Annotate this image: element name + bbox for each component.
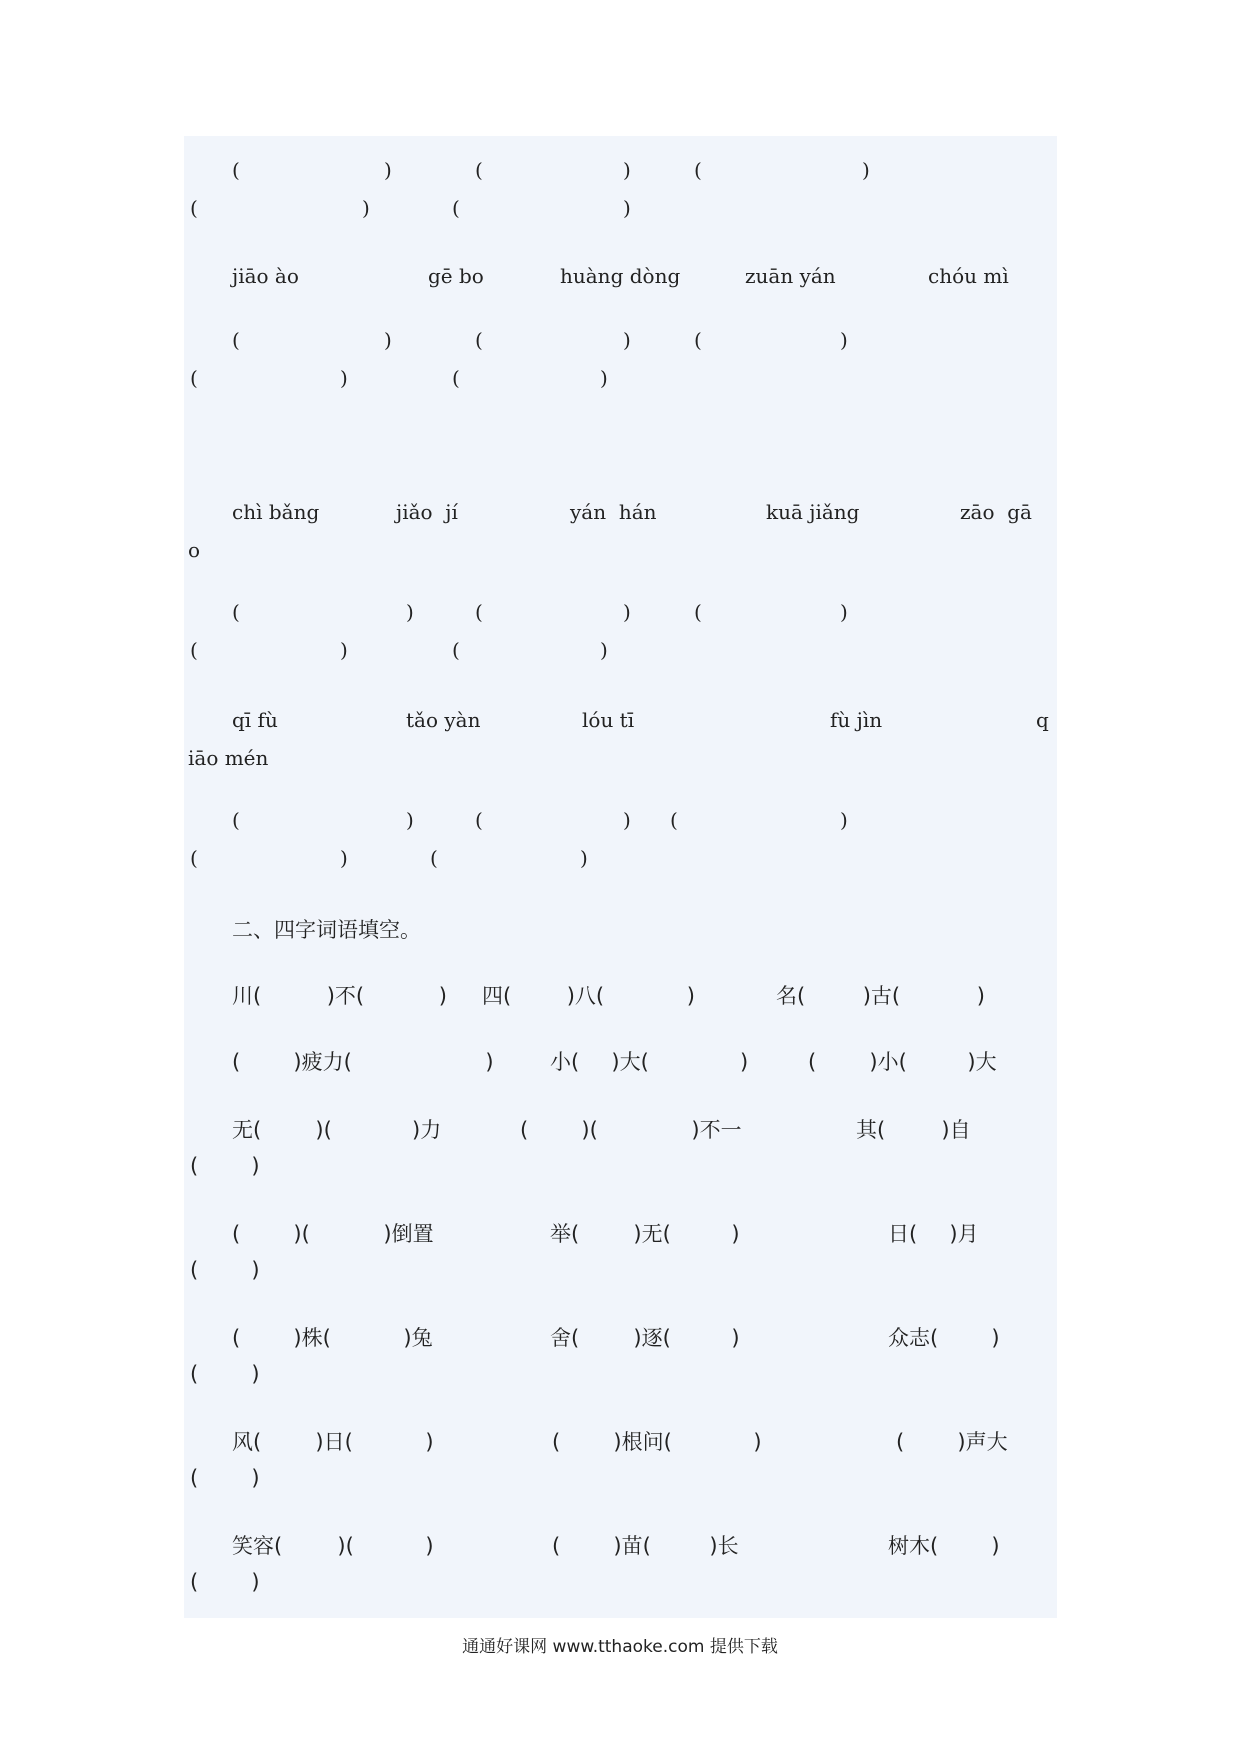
idiom-fragment: ( [552,1534,561,1558]
pinyin-word: lóu tī [582,708,635,732]
idiom-fragment: )大 [934,1050,997,1074]
answer-bracket: ) [340,366,348,390]
idiom-fragment: 小( [550,1050,580,1074]
idiom-fragment: )无( [600,1222,671,1246]
idiom-fragment: ( [232,1222,241,1246]
idiom-fragment: )逐( [600,1326,671,1350]
idiom-fragment: ( [232,1050,241,1074]
answer-bracket: ) [406,600,414,624]
answer-bracket: ) [840,600,848,624]
idiom-fragment: )力 [392,1118,442,1142]
answer-bracket: ) [840,328,848,352]
idiom-fragment: 川( [232,984,262,1008]
idiom-fragment: )月 [916,1222,979,1246]
answer-bracket: ( [694,600,702,624]
idiom-fragment: 名( [776,984,806,1008]
idiom-fragment: 风( [232,1430,262,1454]
idiom-fragment: ) [720,1050,749,1074]
idiom-fragment: 其( [856,1118,886,1142]
pinyin-word: fù jìn [830,708,883,732]
idiom-fragment: )苗( [580,1534,651,1558]
idiom-fragment: 舍( [550,1326,580,1350]
idiom-fragment: )根问( [580,1430,672,1454]
idiom-fragment: ( [520,1118,529,1142]
answer-bracket: ( [475,600,483,624]
pinyin-word: chì bǎng [232,500,320,524]
pinyin-word: zāo gā [960,500,1032,524]
answer-bracket: ) [600,366,608,390]
answer-bracket: ( [430,846,438,870]
pinyin-word: tǎo yàn [406,708,481,732]
idiom-fragment: ( [190,1362,199,1386]
idiom-fragment: ) [958,1534,1000,1558]
idiom-fragment: ) [452,1050,494,1074]
pinyin-word: iāo mén [188,746,269,770]
answer-bracket: ( [452,638,460,662]
answer-bracket: ) [384,328,392,352]
pinyin-word: q [1036,708,1049,732]
idiom-fragment: )大( [578,1050,649,1074]
answer-bracket: ( [694,328,702,352]
answer-bracket: ) [340,638,348,662]
answer-bracket: ) [623,196,631,220]
idiom-fragment: ) [660,984,695,1008]
answer-bracket: ( [475,158,483,182]
answer-bracket: ( [190,196,198,220]
idiom-fragment: ) [392,1430,434,1454]
idiom-fragment: )倒置 [350,1222,434,1246]
idiom-fragment: )兔 [370,1326,433,1350]
answer-bracket: ( [190,846,198,870]
answer-bracket: ( [232,600,240,624]
idiom-fragment: ) [958,1326,1000,1350]
answer-bracket: ) [623,600,631,624]
idiom-fragment: ( [808,1050,817,1074]
idiom-fragment: )小( [836,1050,907,1074]
answer-bracket: ( [670,808,678,832]
idiom-fragment: ) [950,984,985,1008]
answer-bracket: ( [232,808,240,832]
answer-bracket: ) [862,158,870,182]
pinyin-word: gē bo [428,264,484,288]
idiom-fragment: )声大 [924,1430,1008,1454]
answer-bracket: ) [580,846,588,870]
idiom-fragment: )古( [836,984,901,1008]
idiom-fragment: ) [218,1570,260,1594]
idiom-fragment: )( [304,1534,354,1558]
idiom-fragment: ( [552,1430,561,1454]
answer-bracket: ( [475,328,483,352]
idiom-fragment: ) [720,1430,762,1454]
answer-bracket: ( [694,158,702,182]
answer-bracket: ( [452,196,460,220]
idiom-fragment: 四( [482,984,512,1008]
answer-bracket: ) [623,328,631,352]
idiom-fragment: 树木( [888,1534,939,1558]
idiom-fragment: )( [260,1222,310,1246]
answer-bracket: ) [623,808,631,832]
answer-bracket: ) [384,158,392,182]
idiom-fragment: ( [232,1326,241,1350]
idiom-fragment: 无( [232,1118,262,1142]
pinyin-word: jiǎo jí [396,500,458,524]
idiom-fragment: ( [190,1570,199,1594]
answer-bracket: ( [452,366,460,390]
idiom-fragment: ( [896,1430,905,1454]
pinyin-word: yán hán [570,500,657,524]
idiom-fragment: )株( [260,1326,331,1350]
pinyin-word: qī fù [232,708,278,732]
idiom-fragment: ) [392,1534,434,1558]
answer-bracket: ( [232,328,240,352]
idiom-fragment: )疲力( [260,1050,352,1074]
idiom-fragment: ) [218,1362,260,1386]
idiom-fragment: 笑容( [232,1534,283,1558]
idiom-fragment: )长 [676,1534,739,1558]
idiom-fragment: ( [190,1258,199,1282]
idiom-fragment: ( [190,1466,199,1490]
idiom-fragment: ) [218,1258,260,1282]
idiom-fragment: ) [412,984,447,1008]
pinyin-word: jiāo ào [232,264,299,288]
section-title: 二、四字词语填空。 [232,918,421,942]
idiom-fragment: )自 [908,1118,971,1142]
answer-bracket: ( [475,808,483,832]
footer-credit: 通通好课网 www.tthaoke.com 提供下载 [462,1637,778,1657]
idiom-fragment: 众志( [888,1326,939,1350]
answer-bracket: ) [406,808,414,832]
idiom-fragment: ) [698,1326,740,1350]
idiom-fragment: )( [548,1118,598,1142]
answer-bracket: ( [190,366,198,390]
answer-bracket: ) [340,846,348,870]
idiom-fragment: 举( [550,1222,580,1246]
idiom-fragment: )日( [282,1430,353,1454]
idiom-fragment: 日( [888,1222,918,1246]
answer-bracket: ) [840,808,848,832]
idiom-fragment: ) [218,1154,260,1178]
idiom-fragment: )八( [540,984,605,1008]
idiom-fragment: ) [698,1222,740,1246]
pinyin-word: o [188,538,201,562]
answer-bracket: ( [232,158,240,182]
pinyin-word: kuā jiǎng [766,500,860,524]
idiom-fragment: ) [218,1466,260,1490]
answer-bracket: ) [362,196,370,220]
idiom-fragment: )不一 [658,1118,742,1142]
idiom-fragment: )不( [300,984,365,1008]
pinyin-word: chóu mì [928,264,1009,288]
idiom-fragment: ( [190,1154,199,1178]
worksheet-panel [184,136,1057,1618]
idiom-fragment: )( [282,1118,332,1142]
answer-bracket: ) [600,638,608,662]
answer-bracket: ( [190,638,198,662]
pinyin-word: huàng dòng [560,264,681,288]
answer-bracket: ) [623,158,631,182]
pinyin-word: zuān yán [745,264,836,288]
